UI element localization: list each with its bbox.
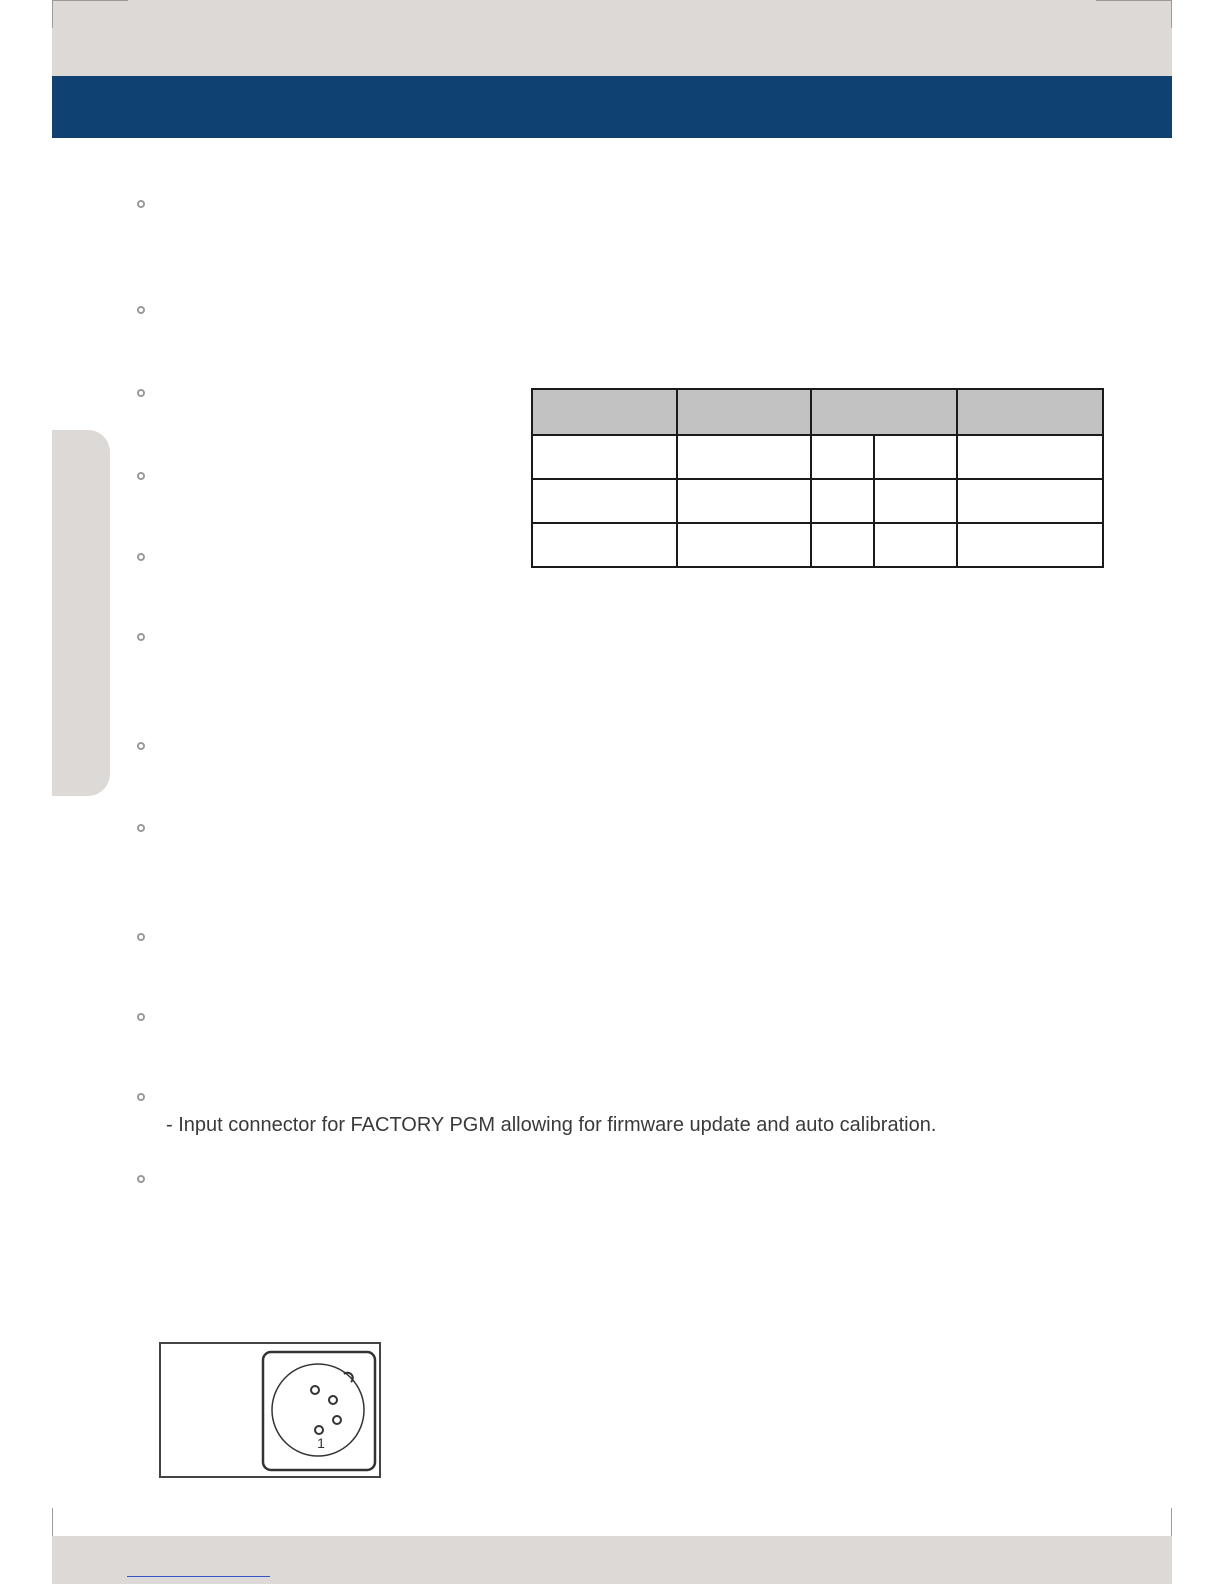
table-cell	[677, 523, 811, 567]
xlr-connector-icon	[161, 1344, 379, 1476]
table-cell	[811, 479, 874, 523]
connector-pin	[329, 1396, 337, 1404]
list-bullet	[137, 742, 145, 750]
connector-pin	[315, 1426, 323, 1434]
crop-mark	[52, 1508, 53, 1536]
connector-pin	[311, 1386, 319, 1394]
connector-diagram	[159, 1342, 381, 1478]
table-cell	[532, 435, 677, 479]
list-bullet	[137, 389, 145, 397]
list-bullet	[137, 1093, 145, 1101]
table-cell	[874, 435, 957, 479]
table-header-cell	[677, 389, 811, 435]
table-cell	[677, 479, 811, 523]
table-cell	[957, 435, 1103, 479]
crop-mark	[1171, 1508, 1172, 1536]
list-bullet	[137, 1175, 145, 1183]
table-cell	[811, 523, 874, 567]
list-bullet	[137, 933, 145, 941]
table-row	[532, 479, 1103, 523]
list-bullet	[137, 633, 145, 641]
table-cell	[874, 479, 957, 523]
item-description: - Input connector for FACTORY PGM allowing for firmware update and auto calibration.	[166, 1114, 937, 1136]
table-header-cell	[957, 389, 1103, 435]
side-tab	[52, 430, 110, 796]
table-header-cell	[532, 389, 677, 435]
header-band	[52, 0, 1172, 76]
table-cell	[957, 523, 1103, 567]
list-bullet	[137, 306, 145, 314]
crop-mark	[52, 0, 53, 28]
table-row	[532, 523, 1103, 567]
table-header-row	[532, 389, 1103, 435]
table-cell	[957, 479, 1103, 523]
list-bullet	[137, 824, 145, 832]
title-bar	[52, 76, 1172, 138]
crop-mark	[1171, 0, 1172, 28]
connector-pin	[333, 1416, 341, 1424]
crop-mark	[1096, 0, 1172, 1]
table-cell	[677, 435, 811, 479]
pin-label: 1	[317, 1435, 325, 1451]
table-cell	[811, 435, 874, 479]
list-bullet	[137, 553, 145, 561]
table-cell	[532, 479, 677, 523]
list-bullet	[137, 1013, 145, 1021]
table-row	[532, 435, 1103, 479]
spec-table	[531, 388, 1104, 568]
list-bullet	[137, 472, 145, 480]
list-bullet	[137, 200, 145, 208]
table-cell	[532, 523, 677, 567]
table-header-cell	[811, 389, 957, 435]
crop-mark	[52, 0, 128, 1]
table-cell	[874, 523, 957, 567]
footer-link-underline[interactable]	[127, 1576, 270, 1577]
